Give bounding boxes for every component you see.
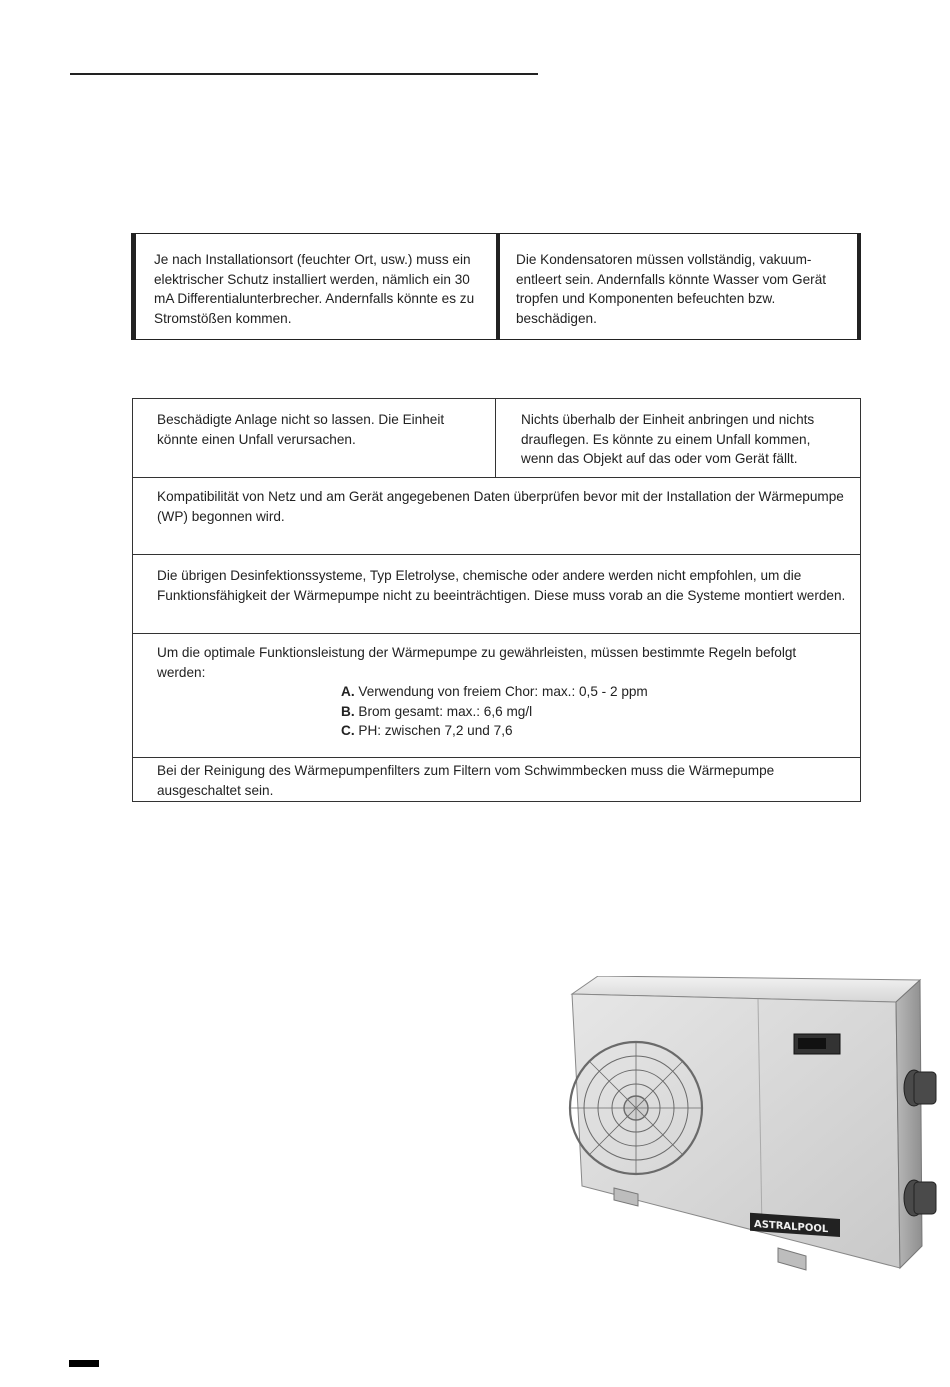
instruction-nothing-above: Nichts überhalb der Einheit anbringen und nichts drauflegen. Es könnte zu einem Unfall kommen, wenn das Objekt auf das oder vom Gerät fällt. [521,412,815,466]
instruction-rules [133,633,860,757]
instruction-cleaning: Bei der Reinigung des Wärmepumpenfilters zum Filtern vom Schwimmbecken muss die Wärmepumpe ausgeschaltet sein. [133,757,860,801]
fan-grille [570,1042,702,1174]
warning-electrical-protection: Je nach Installationsort (feuchter Ort, usw.) muss ein elektrischer Schutz installiert werden, nämlich ein 30 mA Differentialunterbrecher. Andernfalls könnte es zu Stromstößen kommen. [132,234,496,339]
warning-table [131,233,861,340]
instruction-disinfection: Die übrigen Desinfektionssysteme, Typ Eletrolyse, chemische oder andere werden nicht empfohlen, um die Funktionsfähigkeit der Wärmepumpe nicht zu beeinträchtigen. Diese muss vorab an die Systeme montiert werden. [133,554,860,633]
rules-intro: Um die optimale Funktionsleistung der Wärmepumpe zu gewährleisten, müssen bestimmte Regeln befolgt werden: [157,645,797,680]
rule-letter: B. [341,703,355,719]
instruction-compatibility: Kompatibilität von Netz und am Gerät angegebenen Daten überprüfen bevor mit der Installation der Wärmepumpe (WP) begonnen wird. [133,477,860,554]
top-rule [70,73,538,75]
heat-pump-image [568,976,938,1276]
rules-list [341,682,846,741]
instruction-table [132,398,861,802]
rule-text: Verwendung von freiem Chor: max.: 0,5 - 2 ppm [358,684,648,699]
rule-item [341,682,846,702]
rule-text: PH: zwischen 7,2 und 7,6 [358,723,513,738]
rule-item [341,702,846,722]
instruction-damaged-unit: Beschädigte Anlage nicht so lassen. Die Einheit könnte einen Unfall verursachen. [133,399,496,477]
rule-letter: C. [341,723,355,738]
rule-letter: A. [341,684,355,699]
page-number-bar [69,1360,99,1367]
svg-text:ASTRALPOOL: ASTRALPOOL [754,1219,829,1236]
table-row [133,399,860,477]
warning-condensers: Die Kondensatoren müssen vollständig, vakuum-entleert sein. Andernfalls könnte Wasser vom Gerät tropfen und Komponenten befeuchten bzw. beschädigen. [496,234,860,339]
rule-item [341,721,846,741]
rule-text: Brom gesamt: max.: 6,6 mg/l [358,703,533,719]
